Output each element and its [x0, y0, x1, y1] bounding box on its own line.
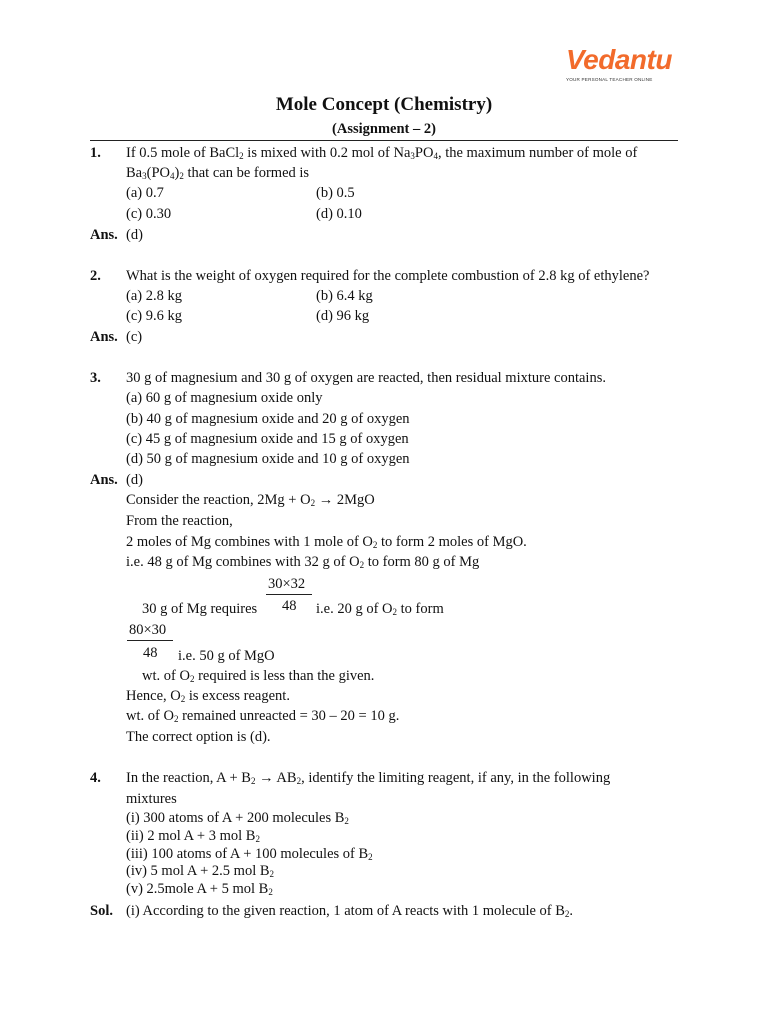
q3-solution-line5b: i.e. 20 g of $O_2$ to form — [316, 601, 444, 617]
vedantu-logo — [566, 44, 678, 86]
q3-fraction2-bar — [127, 640, 173, 641]
header-divider — [90, 140, 678, 141]
q4-mixture-iii: (iii) 100 atoms of A + 100 molecules of $B_2$ — [126, 846, 373, 862]
page-subtitle: (Assignment – 2) — [332, 121, 436, 137]
q1-text-line1: If 0.5 mole of BaCl$_2$ is mixed with 0.2 mol of $Na_3PO_4$, the maximum number of mole of — [126, 145, 638, 161]
q2-option-a: (a) 2.8 kg — [126, 288, 182, 304]
q3-solution-line4: i.e. 48 g of Mg combines with 32 g of $O_2$ to form 80 g of Mg — [126, 554, 480, 570]
q4-solution-line1: (i) According to the given reaction, 1 atom of A reacts with 1 molecule of $B_2$. — [126, 903, 574, 919]
q3-solution-line2: From the reaction, — [126, 513, 233, 529]
q1-option-a: (a) 0.7 — [126, 185, 164, 201]
q4-solution-label: Sol. — [90, 903, 113, 919]
q4-mixture-v: (v) 2.5mole A + 5 mol $B_2$ — [126, 881, 273, 897]
q1-text-line2: $Ba_3(PO_4)_2$ that can be formed is — [126, 165, 310, 181]
q3-fraction2-denominator: 48 — [143, 645, 158, 661]
q3-option-a: (a) 60 g of magnesium oxide only — [126, 390, 323, 406]
q3-fraction1-denominator: 48 — [282, 598, 297, 614]
q3-solution-line8: Hence, $O_2$ is excess reagent. — [126, 688, 290, 704]
q2-option-b: (b) 6.4 kg — [316, 288, 373, 304]
q3-solution-line5a: 30 g of Mg requires — [142, 601, 258, 617]
logo-wordmark: Vedantu — [566, 44, 672, 75]
q1-answer-label: Ans. — [90, 227, 118, 243]
q1-answer: (d) — [126, 227, 143, 243]
q1-option-b: (b) 0.5 — [316, 185, 355, 201]
q3-fraction1-numerator: 30×32 — [268, 576, 306, 592]
q2-text: What is the weight of oxygen required for the complete combustion of 2.8 kg of ethylene? — [126, 268, 650, 284]
q3-option-b: (b) 40 g of magnesium oxide and 20 g of oxygen — [126, 411, 410, 427]
q4-mixture-i: (i) 300 atoms of A + 200 molecules $B_2$ — [126, 810, 349, 826]
q3-fraction1-bar — [266, 594, 312, 595]
q3-text: 30 g of magnesium and 30 g of oxygen are reacted, then residual mixture contains. — [126, 370, 606, 386]
q3-solution-line3: 2 moles of Mg combines with 1 mole of $O_2$ to form 2 moles of MgO. — [126, 534, 527, 550]
q3-solution-line6: i.e. 50 g of MgO — [178, 648, 275, 664]
q2-answer: (c) — [126, 329, 143, 345]
q3-option-c: (c) 45 g of magnesium oxide and 15 g of oxygen — [126, 431, 409, 447]
q4-mixture-ii: (ii) 2 mol A + 3 mol $B_2$ — [126, 828, 260, 844]
q1-number: 1. — [90, 145, 101, 161]
logo-tagline: YOUR PERSONAL TEACHER ONLINE — [566, 77, 653, 82]
q3-fraction2-numerator: 80×30 — [129, 622, 167, 638]
q1-option-c: (c) 0.30 — [126, 206, 172, 222]
page-title: Mole Concept (Chemistry) — [275, 94, 493, 115]
q4-mixture-iv: (iv) 5 mol A + 2.5 mol $B_2$ — [126, 863, 275, 879]
q2-option-c: (c) 9.6 kg — [126, 308, 182, 324]
q3-answer-label: Ans. — [90, 472, 118, 488]
q2-option-d: (d) 96 kg — [316, 308, 370, 324]
q2-number: 2. — [90, 268, 101, 284]
q4-number: 4. — [90, 770, 101, 786]
q3-option-d: (d) 50 g of magnesium oxide and 10 g of oxygen — [126, 451, 410, 467]
q4-text-line1: In the reaction, $A + B_2 \to AB_2$, identify the limiting reagent, if any, in the following — [126, 770, 611, 786]
q4-text-line2: mixtures — [126, 791, 177, 807]
q1-option-d: (d) 0.10 — [316, 206, 362, 222]
q3-solution-line7: wt. of $O_2$ required is less than the given. — [142, 668, 375, 684]
q3-solution-line1: Consider the reaction, $2Mg + O_2 \to 2MgO$ — [126, 492, 375, 508]
q3-solution-line9: wt. of $O_2$ remained unreacted = 30 – 20 = 10 g. — [126, 708, 400, 724]
q2-answer-label: Ans. — [90, 329, 118, 345]
q3-answer: (d) — [126, 472, 143, 488]
q3-solution-line10: The correct option is (d). — [126, 729, 271, 745]
q3-number: 3. — [90, 370, 101, 386]
